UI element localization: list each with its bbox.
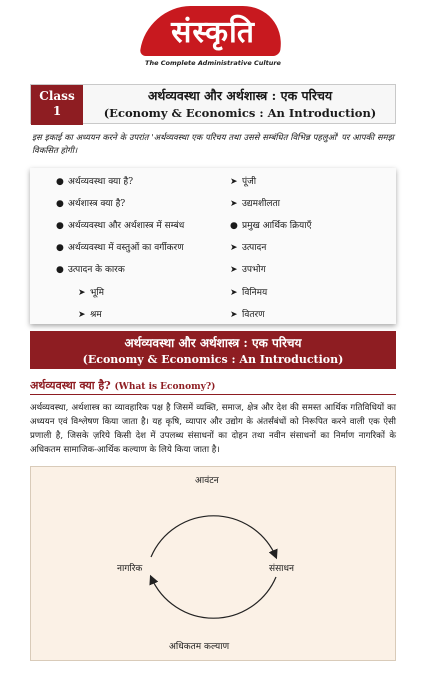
class-number: 1 <box>52 104 62 118</box>
topic-subitem: ➤ उद्यमशीलता <box>230 199 280 209</box>
topic-item: ● अर्थव्यवस्था और अर्थशास्त्र में सम्बंध <box>56 221 185 231</box>
arrow-icon: ➤ <box>230 310 238 320</box>
band-title-english: (Economy & Economics : An Introduction) <box>82 353 344 366</box>
diagram-label-left: नागरिक <box>117 561 142 574</box>
section-heading-english: (What is Economy?) <box>114 382 216 392</box>
chapter-title-hindi: अर्थव्यवस्था और अर्थशास्त्र : एक परिचय <box>147 88 333 103</box>
diagram-label-top: आवंटन <box>195 473 219 486</box>
section-heading <box>30 378 396 394</box>
bullet-icon: ● <box>230 221 238 231</box>
chapter-header <box>30 84 396 124</box>
arrow-icon: ➤ <box>78 310 86 320</box>
logo-tagline: The Complete Administrative Culture <box>145 59 281 67</box>
diagram-label-right: संसाधन <box>269 561 294 574</box>
arrow-icon: ➤ <box>230 265 238 275</box>
bullet-icon: ● <box>56 177 64 187</box>
arrow-top-arc <box>151 516 276 557</box>
topic-subitem: ➤ पूंजी <box>230 177 257 187</box>
topic-subitem: ➤ वितरण <box>230 310 265 320</box>
section-band <box>30 331 396 369</box>
class-label: Class <box>39 89 75 103</box>
body-paragraph: अर्थव्यवस्था, अर्थशास्त्र का व्यावहारिक पक्ष है जिसमें व्यक्ति, समाज, क्षेत्र और देश की समस्त आर्थिक गतिविधियों का अध्ययन एवं विश्लेषण किया जाता है। यह कृषि, व्यापार और उद्योग के अंतर्संबंधों को निरूपित करने वाली एक ऐसी प्रणाली है, जिसके ज़रिये किसी देश में उपलब्ध संसाधनों का दोहन तथा नवीन संसाधनों का निर्माण नागरिकों के अधिकतम सामाजिक-आर्थिक कल्याण के लिये किया जाता है। <box>30 403 396 455</box>
arrow-icon: ➤ <box>230 243 238 253</box>
arrow-icon: ➤ <box>78 288 86 298</box>
bullet-icon: ● <box>56 199 64 209</box>
topic-subitem: ➤ विनिमय <box>230 288 268 298</box>
topic-subitem: ➤ भूमि <box>78 288 105 298</box>
section-heading-hindi: अर्थव्यवस्था क्या है? <box>30 379 111 392</box>
topic-item: ● अर्थव्यवस्था में वस्तुओं का वर्गीकरण <box>56 243 184 253</box>
intro-text: इस इकाई का अध्ययन करने के उपरांत 'अर्थव्यवस्था एक परिचय तथा उससे सम्बंधित विभिन्न पहलुओं' पर आपकी समझ विकसित होगी। <box>32 132 394 155</box>
arrow-icon: ➤ <box>230 288 238 298</box>
section-rule <box>30 394 396 395</box>
topic-subitem: ➤ उपभोग <box>230 265 266 275</box>
diagram-label-bottom: अधिकतम कल्याण <box>169 639 229 652</box>
arrow-bottom-arc <box>151 577 276 618</box>
cycle-arrows <box>31 467 397 662</box>
bullet-icon: ● <box>56 221 64 231</box>
topic-subitem: ➤ उत्पादन <box>230 243 267 253</box>
bullet-icon: ● <box>56 265 64 275</box>
topic-subitem: ➤ श्रम <box>78 310 102 320</box>
band-title-hindi: अर्थव्यवस्था और अर्थशास्त्र : एक परिचय <box>124 336 302 350</box>
topic-item: ● अर्थशास्त्र क्या है? <box>56 199 126 209</box>
topic-item: ● उत्पादन के कारक <box>56 265 125 275</box>
arrow-icon: ➤ <box>230 177 238 187</box>
economy-cycle-diagram <box>30 466 396 661</box>
section-heading-text <box>30 378 396 393</box>
logo <box>143 6 283 72</box>
logo-word: संस्कृति <box>171 15 255 50</box>
topic-item: ● अर्थव्यवस्था क्या है? <box>56 177 134 187</box>
arrow-icon: ➤ <box>230 199 238 209</box>
class-badge <box>31 85 83 125</box>
topic-item: ● प्रमुख आर्थिक क्रियाएँ <box>230 221 312 231</box>
topics-box <box>30 168 396 324</box>
bullet-icon: ● <box>56 243 64 253</box>
chapter-title-english: (Economy & Economics : An Introduction) <box>103 106 377 120</box>
